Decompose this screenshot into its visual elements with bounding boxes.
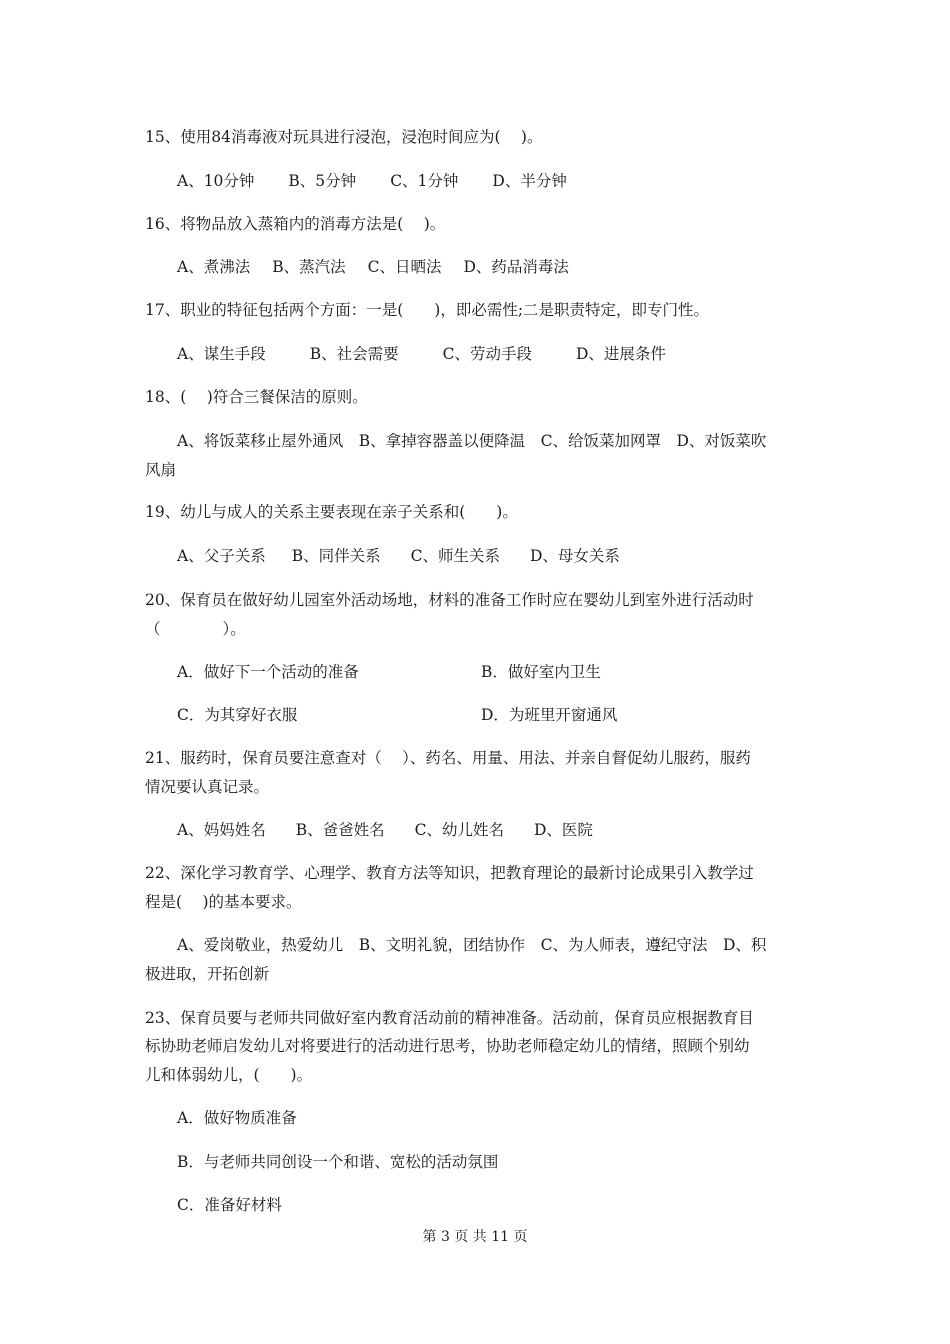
option-d: D、母女关系: [529, 547, 620, 565]
option-c: C、幼儿姓名: [414, 821, 504, 839]
question-16-options: [177, 257, 569, 277]
question-17-options: [177, 344, 666, 364]
question-21-stem-line-2: 情况要认真记录。: [145, 778, 270, 796]
question-23-stem-line-3: 儿和体弱幼儿，( )。: [145, 1066, 313, 1084]
option-b: B、同伴关系: [291, 547, 381, 565]
question-15-stem: 15、使用84消毒液对玩具进行浸泡，浸泡时间应为( )。: [145, 128, 543, 146]
question-18-options-line-1: A、将饭菜移止屋外通风 B、拿掉容器盖以便降温 C、给饭菜加网罩 D、对饭菜吹: [177, 432, 767, 450]
page-number: 第 3 页 共 11 页: [422, 1229, 528, 1245]
option-c: C、日晒法: [367, 258, 442, 276]
question-21-stem-line-1: 21、服药时，保育员要注意查对（ ）、药名、用量、用法、并亲自督促幼儿服药，服药: [145, 749, 751, 767]
option-b: B、5分钟: [288, 172, 357, 190]
option-a: A、10分钟: [177, 172, 255, 190]
question-19-options: [177, 546, 620, 566]
question-20-option-a: A．做好下一个活动的准备: [177, 663, 359, 681]
option-b: B、爸爸姓名: [295, 821, 385, 839]
question-23-option-b: B．与老师共同创设一个和谐、宽松的活动氛围: [177, 1153, 499, 1171]
question-18-options-line-2: 风扇: [145, 461, 177, 479]
option-d: D、半分钟: [492, 172, 567, 190]
question-20-stem-line-1: 20、保育员在做好幼儿园室外活动场地，材料的准备工作时应在婴幼儿到室外进行活动时: [145, 591, 754, 609]
option-a: A、煮沸法: [177, 258, 251, 276]
question-23-stem-line-2: 标协助老师启发幼儿对将要进行的活动进行思考，协助老师稳定幼儿的情绪，照顾个别幼: [145, 1037, 750, 1055]
option-c: C、劳动手段: [442, 345, 532, 363]
question-22-options-line-2: 极进取，开拓创新: [145, 965, 270, 983]
option-d: D、药品消毒法: [463, 258, 569, 276]
option-a: A、父子关系: [177, 547, 266, 565]
question-23-stem-line-1: 23、保育员要与老师共同做好室内教育活动前的精神准备。活动前，保育员应根据教育目: [145, 1009, 754, 1027]
option-d: D、医院: [533, 821, 593, 839]
option-b: B、蒸汽法: [272, 258, 346, 276]
option-c: C、1分钟: [390, 172, 459, 190]
question-20-stem-line-2: （ ）。: [145, 620, 246, 638]
question-20-option-b: B．做好室内卫生: [481, 663, 601, 681]
question-20-option-c: C．为其穿好衣服: [177, 706, 298, 724]
question-22-options-line-1: A、爱岗敬业，热爱幼儿 B、文明礼貌，团结协作 C、为人师表，遵纪守法 D、积: [177, 936, 767, 954]
question-18-stem: 18、( )符合三餐保洁的原则。: [145, 388, 368, 406]
question-17-stem: 17、职业的特征包括两个方面：一是( )，即必需性;二是职责特定，即专门性。: [145, 301, 710, 319]
option-a: A、谋生手段: [177, 345, 266, 363]
question-15-options: [177, 171, 567, 191]
question-21-options: [177, 820, 593, 840]
question-22-stem-line-2: 程是( )的基本要求。: [145, 893, 302, 911]
question-22-stem-line-1: 22、深化学习教育学、心理学、教育方法等知识，把教育理论的最新讨论成果引入教学过: [145, 864, 754, 882]
option-c: C、师生关系: [410, 547, 500, 565]
question-23-option-a: A．做好物质准备: [177, 1109, 297, 1127]
option-a: A、妈妈姓名: [177, 821, 266, 839]
question-20-option-d: D．为班里开窗通风: [481, 706, 618, 724]
question-19-stem: 19、幼儿与成人的关系主要表现在亲子关系和( )。: [145, 503, 518, 521]
option-b: B、社会需要: [309, 345, 399, 363]
question-16-stem: 16、将物品放入蒸箱内的消毒方法是( )。: [145, 215, 446, 233]
option-d: D、进展条件: [575, 345, 666, 363]
question-23-option-c: C．准备好材料: [177, 1196, 282, 1214]
